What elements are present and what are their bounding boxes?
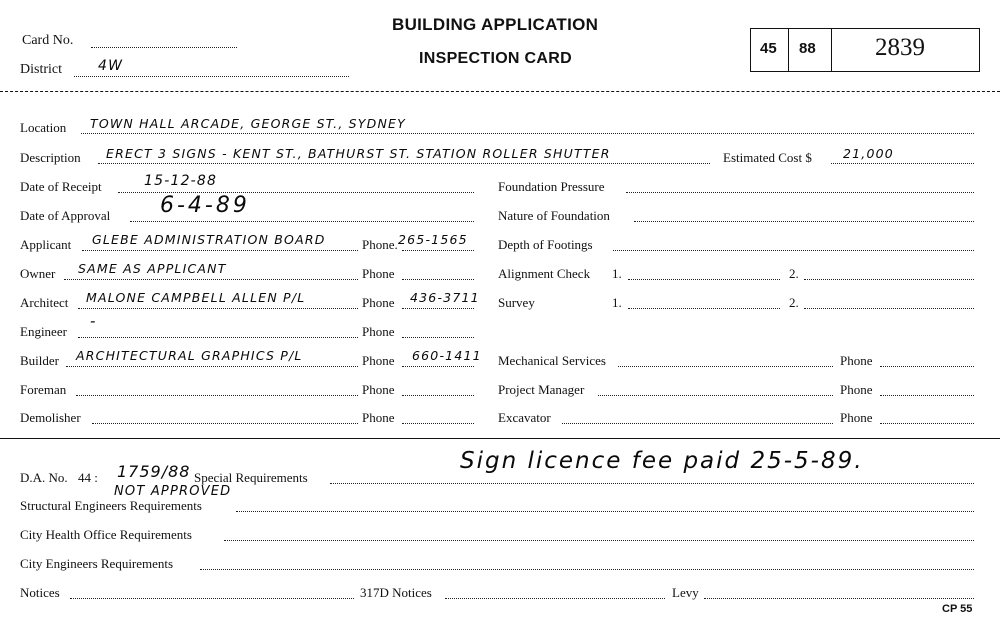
foundation-pressure-field[interactable]	[626, 192, 974, 193]
district-field[interactable]	[74, 76, 349, 77]
alignment-num2: 2.	[789, 266, 799, 281]
owner-value: SAME AS APPLICANT	[78, 261, 227, 276]
applicant-label: Applicant	[20, 237, 72, 252]
engineer-label: Engineer	[20, 324, 67, 339]
district-label: District	[20, 62, 62, 77]
nature-foundation-field[interactable]	[634, 221, 974, 222]
estimated-cost-label: Estimated Cost $	[723, 150, 812, 165]
date-receipt-label: Date of Receipt	[20, 179, 102, 194]
location-label: Location	[20, 120, 67, 135]
location-value: TOWN HALL ARCADE, GEORGE ST., SYDNEY	[90, 116, 406, 131]
demolisher-phone-field[interactable]	[402, 423, 474, 424]
notices-label: Notices	[20, 585, 60, 600]
location-field[interactable]	[81, 133, 974, 134]
special-req-label: Special Requirements	[194, 470, 308, 485]
applicant-field[interactable]	[82, 250, 358, 251]
mechanical-phone-field[interactable]	[880, 366, 974, 367]
applicant-phone-field[interactable]	[402, 250, 474, 251]
city-engineers-field[interactable]	[200, 569, 974, 570]
architect-phone-value: 436-3711	[410, 290, 480, 305]
date-approval-field[interactable]	[130, 221, 474, 222]
levy-label: Levy	[672, 585, 699, 600]
levy-field[interactable]	[704, 598, 974, 599]
alignment-num1: 1.	[612, 266, 622, 281]
demolisher-field[interactable]	[92, 423, 358, 424]
description-label: Description	[20, 150, 81, 165]
header-divider	[0, 91, 1000, 92]
card-no-field[interactable]	[91, 47, 237, 48]
demolisher-phone-label: Phone	[362, 410, 395, 425]
special-req-field[interactable]	[330, 483, 974, 484]
description-field[interactable]	[98, 163, 710, 164]
survey-num1: 1.	[612, 295, 622, 310]
nature-foundation-label: Nature of Foundation	[498, 208, 610, 223]
builder-phone-label: Phone	[362, 353, 395, 368]
project-manager-phone-label: Phone	[840, 382, 873, 397]
builder-label: Builder	[20, 353, 59, 368]
not-approved-note: NOT APPROVED	[114, 484, 232, 499]
health-label: City Health Office Requirements	[20, 527, 192, 542]
builder-phone-field[interactable]	[402, 366, 474, 367]
foreman-phone-label: Phone	[362, 382, 395, 397]
architect-phone-field[interactable]	[402, 308, 474, 309]
district-value: 4W	[98, 58, 124, 74]
date-approval-label: Date of Approval	[20, 208, 111, 223]
foreman-phone-field[interactable]	[402, 395, 474, 396]
city-engineers-label: City Engineers Requirements	[20, 556, 174, 571]
architect-label: Architect	[20, 295, 69, 310]
alignment-field-1[interactable]	[628, 279, 780, 280]
date-receipt-value: 15-12-88	[144, 173, 218, 189]
engineer-phone-label: Phone	[362, 324, 395, 339]
owner-label: Owner	[20, 266, 56, 281]
date-approval-value: 6-4-89	[160, 193, 250, 218]
project-manager-phone-field[interactable]	[880, 395, 974, 396]
card-title-line2: INSPECTION CARD	[419, 50, 572, 67]
structural-label: Structural Engineers Requirements	[20, 498, 202, 513]
engineer-value: -	[90, 312, 97, 330]
da-no-label: D.A. No.	[20, 470, 68, 485]
ref-number: 2839	[875, 34, 925, 61]
notices-317d-field[interactable]	[445, 598, 665, 599]
mechanical-field[interactable]	[618, 366, 833, 367]
survey-field-2[interactable]	[804, 308, 974, 309]
depth-footings-field[interactable]	[613, 250, 974, 251]
applicant-phone-value: 265-1565	[398, 232, 468, 247]
card-title-line1: BUILDING APPLICATION	[392, 15, 599, 34]
demolisher-label: Demolisher	[20, 410, 81, 425]
notices-field[interactable]	[70, 598, 354, 599]
form-code: CP 55	[942, 603, 973, 615]
excavator-phone-field[interactable]	[880, 423, 974, 424]
owner-phone-field[interactable]	[402, 279, 474, 280]
applicant-value: GLEBE ADMINISTRATION BOARD	[92, 232, 326, 247]
project-manager-field[interactable]	[598, 395, 833, 396]
health-field[interactable]	[224, 540, 974, 541]
alignment-check-label: Alignment Check	[498, 266, 591, 281]
da-value: 1759/88	[117, 462, 191, 481]
builder-field[interactable]	[66, 366, 358, 367]
mechanical-label: Mechanical Services	[498, 353, 606, 368]
structural-field[interactable]	[236, 511, 974, 512]
architect-field[interactable]	[78, 308, 358, 309]
foundation-pressure-label: Foundation Pressure	[498, 179, 605, 194]
excavator-phone-label: Phone	[840, 410, 873, 425]
description-value: ERECT 3 SIGNS - KENT ST., BATHURST ST. STATION ROLLER SHUTTER	[106, 146, 611, 161]
owner-field[interactable]	[64, 279, 358, 280]
applicant-phone-label: Phone.	[362, 237, 398, 252]
engineer-phone-field[interactable]	[402, 337, 474, 338]
da-prefix: 44 :	[78, 470, 98, 485]
builder-phone-value: 660-1411	[412, 348, 482, 363]
estimated-cost-value: 21,000	[843, 146, 894, 161]
excavator-label: Excavator	[498, 410, 551, 425]
survey-num2: 2.	[789, 295, 799, 310]
owner-phone-label: Phone	[362, 266, 395, 281]
mechanical-phone-label: Phone	[840, 353, 873, 368]
builder-value: ARCHITECTURAL GRAPHICS P/L	[76, 348, 303, 363]
card-no-label: Card No.	[22, 33, 74, 48]
reference-box	[750, 28, 980, 72]
ref-a: 45	[760, 40, 777, 57]
alignment-field-2[interactable]	[804, 279, 974, 280]
foreman-label: Foreman	[20, 382, 67, 397]
ref-b: 88	[799, 40, 816, 57]
architect-phone-label: Phone	[362, 295, 395, 310]
excavator-field[interactable]	[562, 423, 833, 424]
depth-footings-label: Depth of Footings	[498, 237, 593, 252]
foreman-field[interactable]	[76, 395, 358, 396]
estimated-cost-field[interactable]	[831, 163, 974, 164]
notices-317d-label: 317D Notices	[360, 585, 432, 600]
engineer-field[interactable]	[78, 337, 358, 338]
section-divider	[0, 438, 1000, 439]
project-manager-label: Project Manager	[498, 382, 585, 397]
survey-label: Survey	[498, 295, 535, 310]
architect-value: MALONE CAMPBELL ALLEN P/L	[86, 290, 306, 305]
special-req-value: Sign licence fee paid 25-5-89.	[460, 448, 864, 474]
survey-field-1[interactable]	[628, 308, 780, 309]
